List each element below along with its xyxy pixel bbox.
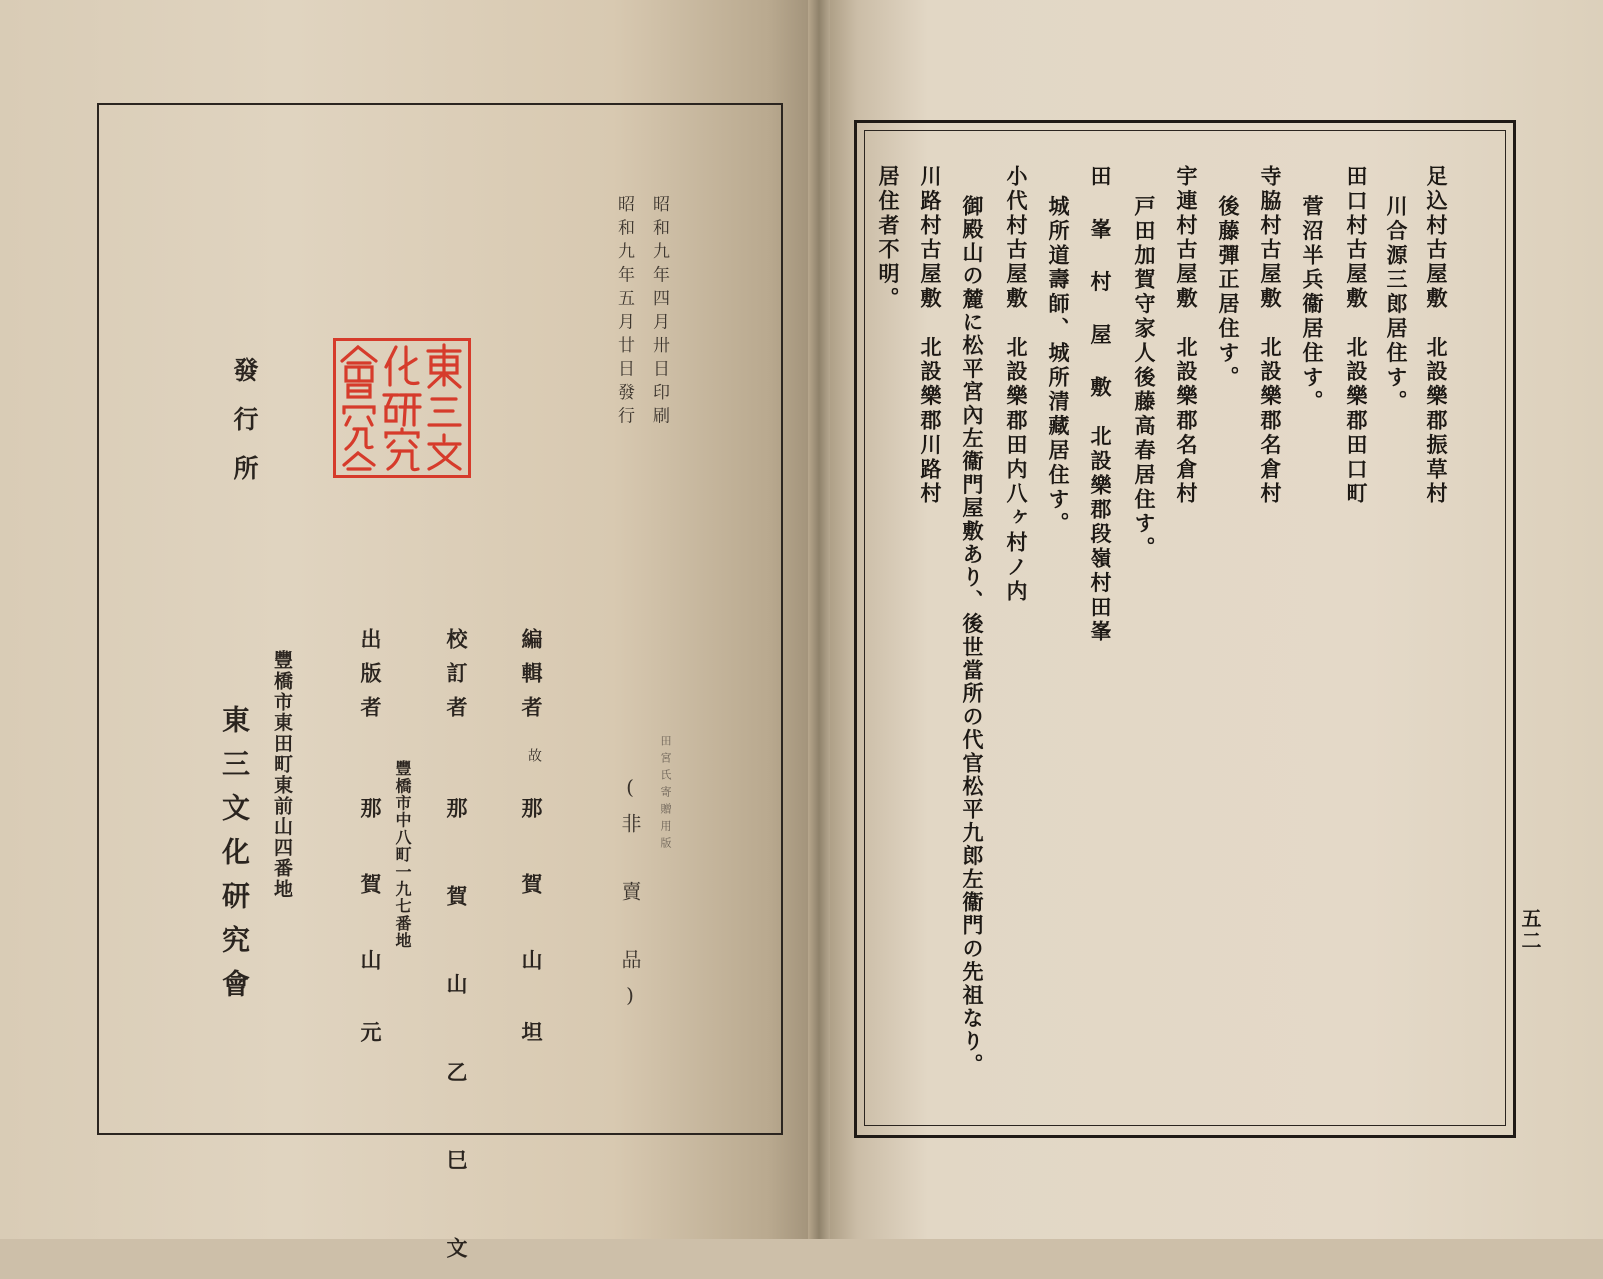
text-line: 宇連村古屋敷 北設樂郡名倉村 — [1174, 165, 1199, 507]
publisher-name: 那 賀 山 元 — [358, 797, 383, 1057]
text-line: 城所道壽師、城所清藏居住す。 — [1046, 195, 1071, 537]
editor-prefix: 故 — [526, 748, 542, 762]
seal-stamp-icon — [336, 341, 468, 475]
text-line: 居住者不明。 — [876, 165, 901, 312]
reviser-name: 那 賀 山 乙 巳 文 — [444, 797, 469, 1279]
small-note: 田宮氏寄贈用版 — [659, 735, 672, 854]
print-date: 昭和九年四月卅日印刷 — [649, 195, 669, 430]
text-line: 菅沼半兵衞居住す。 — [1300, 195, 1325, 415]
issue-date: 昭和九年五月廿日發行 — [614, 195, 634, 430]
reviser-label: 校訂者 — [444, 628, 469, 730]
editor-label: 編輯者 — [519, 628, 544, 730]
office-label: 發行所 — [230, 357, 259, 504]
editor-name: 那 賀 山 坦 — [519, 797, 544, 1057]
publisher-address: 豐橋市中八町一九七番地 — [393, 760, 412, 950]
text-line: 御殿山の麓に松平宮內左衞門屋敷あり、後世當所の代官松平九郎左衞門の先祖なり。 — [960, 195, 985, 1077]
office-name: 東三文化研究會 — [218, 705, 251, 1013]
text-line: 寺脇村古屋敷 北設樂郡名倉村 — [1258, 165, 1283, 507]
text-line: 田 峯 村 屋 敷 北設樂郡段嶺村田峯 — [1088, 165, 1113, 645]
text-line: 戸田加賀守家人後藤高春居住す。 — [1132, 195, 1157, 561]
text-line: 川路村古屋敷 北設樂郡川路村 — [918, 165, 943, 507]
text-line: 後藤彈正居住す。 — [1216, 195, 1241, 391]
text-line: 足込村古屋敷 北設樂郡振草村 — [1424, 165, 1449, 507]
text-line: 田口村古屋敷 北設樂郡田口町 — [1344, 165, 1369, 507]
office-address: 豐橋市東田町東前山四番地 — [271, 650, 293, 900]
text-line: 小代村古屋敷 北設樂郡田内八ヶ村ノ内 — [1004, 165, 1029, 605]
hibai-note: (非 賣 品) — [618, 775, 642, 1021]
page-number: 五二 — [1518, 908, 1542, 952]
colophon-frame — [97, 103, 783, 1135]
text-line: 川合源三郎居住す。 — [1384, 195, 1409, 415]
publisher-label: 出版者 — [358, 628, 383, 730]
book-gutter — [808, 0, 830, 1239]
red-seal — [333, 338, 471, 478]
